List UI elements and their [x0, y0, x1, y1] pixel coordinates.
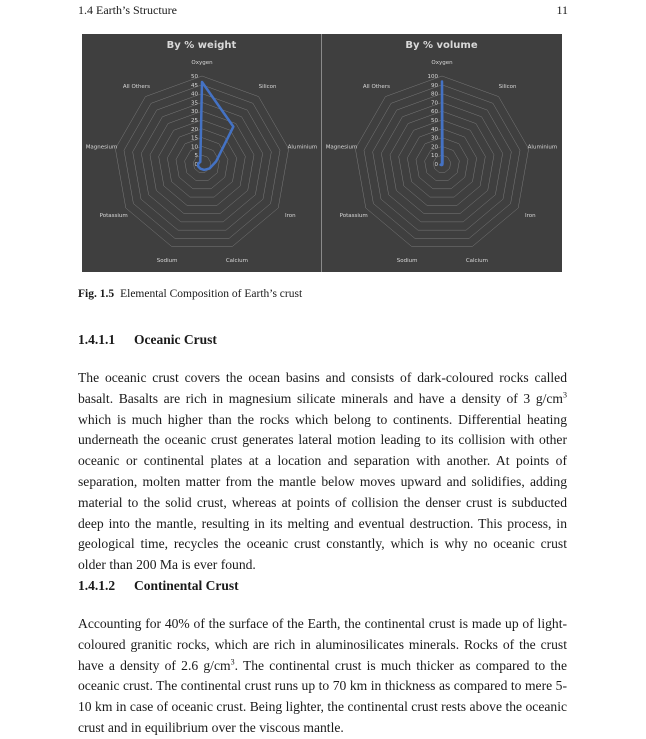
- superscript: 3: [563, 390, 567, 400]
- paragraph-text: which is much higher than the rocks which belong to continents. Differential heating underneath the oceanic crust generates lateral motion leading to its collision with other oceanic or continental plates at a location and separation with another. At points of separation, molten matter from the mantle below moves upward and solidifies, adding material to the solid crust, whereas at points of collision the denser crust is subducted deep into the mantle, resulting in its melting and eventual destruction. This process, in geological time, recycles the oceanic crust constantly, which is why no oceanic crust older than 200 Ma is ever found.: [78, 411, 567, 573]
- svg-text:All Others: All Others: [362, 83, 390, 90]
- svg-text:35: 35: [191, 100, 198, 107]
- svg-text:60: 60: [431, 109, 438, 116]
- radar-chart-volume: [321, 34, 561, 272]
- svg-text:Calcium: Calcium: [465, 257, 488, 264]
- svg-text:Aluminium: Aluminium: [287, 144, 318, 151]
- svg-text:5: 5: [194, 153, 198, 160]
- svg-text:Potassium: Potassium: [99, 213, 128, 219]
- svg-text:100: 100: [427, 74, 438, 80]
- svg-text:Oxygen: Oxygen: [431, 60, 453, 66]
- section-number: 1.4.1.2: [78, 578, 116, 593]
- radar-plot: [82, 34, 321, 272]
- running-head: [78, 3, 568, 19]
- svg-text:Potassium: Potassium: [339, 213, 368, 219]
- figure-label: Fig. 1.5: [78, 288, 115, 300]
- superscript: 3: [230, 657, 235, 667]
- running-head-section: 1.4 Earth’s Structure: [78, 3, 177, 17]
- svg-text:80: 80: [431, 91, 438, 98]
- svg-text:50: 50: [431, 118, 438, 124]
- svg-text:30: 30: [191, 109, 198, 116]
- svg-text:45: 45: [191, 82, 198, 89]
- svg-text:20: 20: [431, 144, 438, 151]
- svg-text:All Others: All Others: [122, 83, 150, 90]
- radar-chart-weight: [82, 34, 321, 272]
- svg-text:Sodium: Sodium: [156, 257, 178, 264]
- svg-text:Silicon: Silicon: [498, 83, 517, 90]
- svg-text:Iron: Iron: [525, 213, 536, 219]
- svg-text:Sodium: Sodium: [396, 257, 418, 264]
- svg-text:Oxygen: Oxygen: [191, 60, 213, 66]
- svg-text:Iron: Iron: [285, 213, 296, 219]
- svg-text:40: 40: [191, 91, 198, 98]
- paragraph-continental-crust: [78, 614, 567, 739]
- svg-text:Magnesium: Magnesium: [325, 144, 358, 151]
- section-heading-continental-crust: [78, 578, 239, 594]
- section-title: Continental Crust: [134, 578, 239, 593]
- section-title: Oceanic Crust: [134, 332, 217, 347]
- svg-text:0: 0: [194, 162, 198, 168]
- figure-radar-charts: [82, 34, 562, 272]
- svg-text:40: 40: [431, 126, 438, 133]
- svg-text:Calcium: Calcium: [225, 257, 248, 264]
- section-heading-oceanic-crust: [78, 332, 217, 348]
- svg-text:20: 20: [191, 126, 198, 133]
- svg-text:30: 30: [431, 135, 438, 142]
- svg-text:0: 0: [434, 162, 438, 168]
- radar-plot: [322, 34, 562, 272]
- chart-title: By % weight: [166, 40, 237, 51]
- svg-text:Aluminium: Aluminium: [527, 144, 558, 151]
- paragraph-text: Accounting for 40% of the surface of the Earth, the continental crust is made up of light-coloured granitic rocks, which are rich in aluminosilicates minerals. Rocks of the crust have a density of 2.6 g/cm: [78, 616, 567, 673]
- svg-text:10: 10: [431, 153, 438, 160]
- page-number: 11: [556, 3, 568, 17]
- svg-text:10: 10: [191, 144, 198, 151]
- svg-text:Magnesium: Magnesium: [85, 144, 118, 151]
- figure-caption-text: Elemental Composition of Earth’s crust: [120, 288, 303, 300]
- svg-text:Silicon: Silicon: [258, 83, 277, 90]
- svg-text:50: 50: [191, 74, 198, 80]
- svg-text:15: 15: [191, 135, 198, 142]
- section-number: 1.4.1.1: [78, 332, 116, 347]
- paragraph-text: The oceanic crust covers the ocean basins and consists of dark-coloured rocks called basalt. Basalts are rich in magnesium silicate minerals and have a density of 3 g/cm: [78, 370, 567, 406]
- paragraph-oceanic-crust: [78, 368, 567, 576]
- chart-title: By % volume: [405, 40, 478, 51]
- svg-text:70: 70: [431, 100, 438, 107]
- svg-text:90: 90: [431, 82, 438, 89]
- paragraph-text: . The continental crust is much thicker as compared to the oceanic crust. The continental crust runs up to 70 km in thickness as compared to mere 5-10 km in case of oceanic crust. Being lighter, the continental crust rests above the oceanic crust and in equilibrium over the viscous mantle.: [78, 657, 568, 735]
- svg-text:25: 25: [191, 118, 198, 124]
- figure-caption: [78, 288, 302, 300]
